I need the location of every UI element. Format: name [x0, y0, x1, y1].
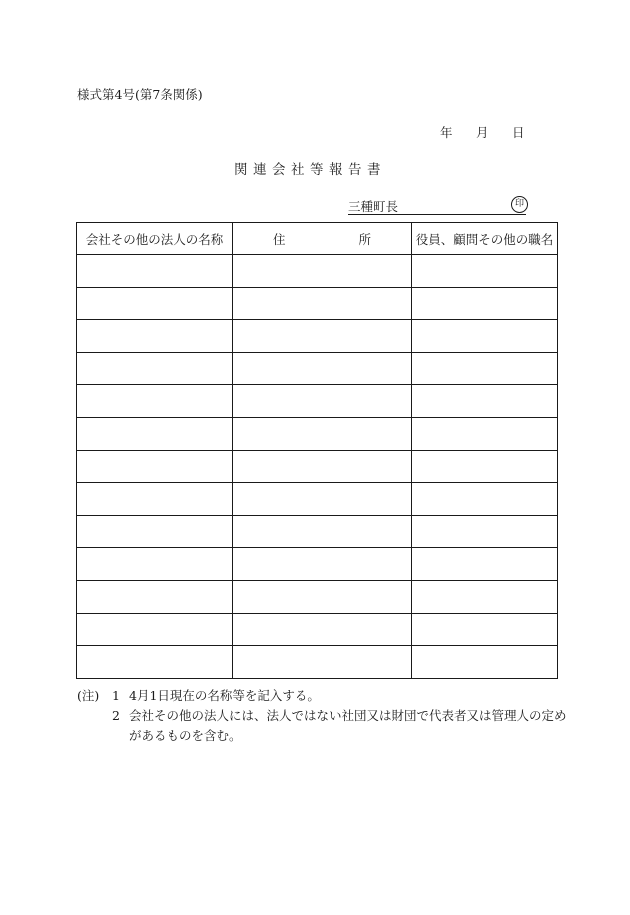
table-row: [77, 385, 558, 418]
position-cell[interactable]: [412, 417, 558, 450]
company-name-cell[interactable]: [77, 515, 233, 548]
position-cell[interactable]: [412, 646, 558, 679]
address-cell[interactable]: [233, 580, 412, 613]
company-name-cell[interactable]: [77, 548, 233, 581]
month-label: 月: [476, 125, 489, 140]
address-cell[interactable]: [233, 483, 412, 516]
address-cell[interactable]: [233, 352, 412, 385]
form-number: 様式第4号(第7条関係): [77, 87, 203, 102]
day-label: 日: [512, 125, 525, 140]
note-number: 1: [112, 688, 120, 703]
table-row: [77, 646, 558, 679]
column-header-position: 役員、顧問その他の職名: [412, 223, 558, 255]
address-cell[interactable]: [233, 287, 412, 320]
column-header-address-part1: 住: [273, 231, 286, 247]
company-name-cell[interactable]: [77, 646, 233, 679]
address-cell[interactable]: [233, 548, 412, 581]
table-row: [77, 483, 558, 516]
address-cell[interactable]: [233, 320, 412, 353]
document-title: 関連会社等報告書: [234, 162, 386, 178]
position-cell[interactable]: [412, 515, 558, 548]
company-name-cell[interactable]: [77, 613, 233, 646]
report-table: [76, 222, 558, 679]
position-cell[interactable]: [412, 548, 558, 581]
position-cell[interactable]: [412, 255, 558, 288]
company-name-cell[interactable]: [77, 450, 233, 483]
address-cell[interactable]: [233, 515, 412, 548]
address-cell[interactable]: [233, 417, 412, 450]
column-header-address-part2: 所: [358, 231, 371, 247]
address-cell[interactable]: [233, 385, 412, 418]
date-line: [440, 123, 525, 141]
company-name-cell[interactable]: [77, 483, 233, 516]
table-row: [77, 450, 558, 483]
company-name-cell[interactable]: [77, 580, 233, 613]
note-number: 2: [112, 708, 120, 723]
position-cell[interactable]: [412, 580, 558, 613]
note-text: 4月1日現在の名称等を記入する。: [129, 688, 320, 703]
position-cell[interactable]: [412, 287, 558, 320]
position-cell[interactable]: [412, 613, 558, 646]
position-cell[interactable]: [412, 450, 558, 483]
position-cell[interactable]: [412, 320, 558, 353]
table-row: [77, 255, 558, 288]
note-text: 会社その他の法人には、法人ではない社団又は財団で代表者又は管理人の定めがあるものを含む。: [129, 708, 567, 743]
position-cell[interactable]: [412, 385, 558, 418]
position-cell[interactable]: [412, 483, 558, 516]
table-row: [77, 287, 558, 320]
note-item: [77, 706, 569, 746]
company-name-cell[interactable]: [77, 385, 233, 418]
company-name-cell[interactable]: [77, 287, 233, 320]
table-row: [77, 320, 558, 353]
recipient: 三種町長: [348, 197, 526, 215]
table-row: [77, 613, 558, 646]
company-name-cell[interactable]: [77, 320, 233, 353]
table-row: [77, 417, 558, 450]
year-label: 年: [440, 125, 453, 140]
company-name-cell[interactable]: [77, 417, 233, 450]
table-row: [77, 580, 558, 613]
notes-label: (注): [77, 688, 100, 703]
address-cell[interactable]: [233, 646, 412, 679]
address-cell[interactable]: [233, 255, 412, 288]
table-row: [77, 515, 558, 548]
table-row: [77, 548, 558, 581]
note-item: [77, 686, 569, 706]
column-header-company-name: 会社その他の法人の名称: [77, 223, 233, 255]
address-cell[interactable]: [233, 613, 412, 646]
position-cell[interactable]: [412, 352, 558, 385]
table-row: [77, 352, 558, 385]
company-name-cell[interactable]: [77, 352, 233, 385]
address-cell[interactable]: [233, 450, 412, 483]
table-header-row: [77, 223, 558, 255]
column-header-address: [233, 223, 412, 255]
notes: [77, 686, 569, 746]
seal-mark: 印: [511, 196, 528, 213]
company-name-cell[interactable]: [77, 255, 233, 288]
